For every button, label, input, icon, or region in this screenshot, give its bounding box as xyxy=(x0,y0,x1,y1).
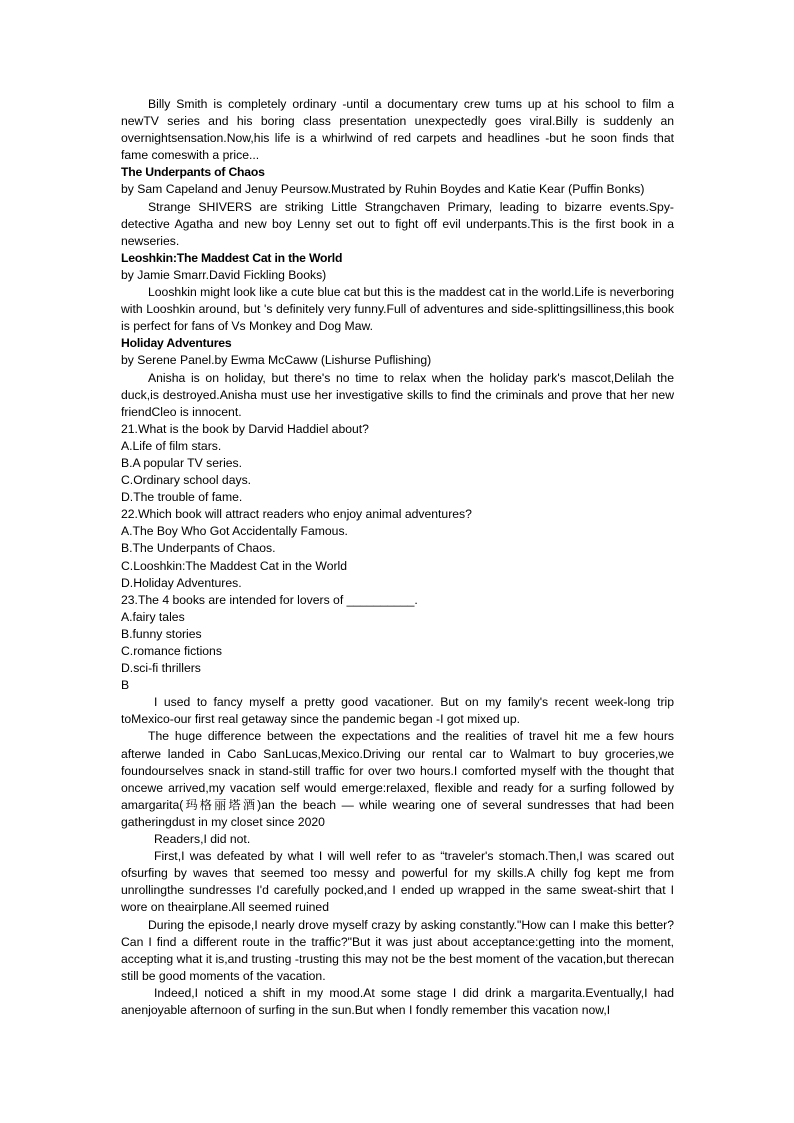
answer-option: A.The Boy Who Got Accidentally Famous. xyxy=(121,524,348,539)
question-stem: 22.Which book will attract readers who enjoy animal adventures? xyxy=(121,507,472,522)
question-stem: 23.The 4 books are intended for lovers of __________. xyxy=(121,592,418,607)
answer-option: C.romance fictions xyxy=(121,644,222,658)
document-page xyxy=(121,96,674,1019)
book-summary: Looshkin might look like a cute blue cat but this is the maddest cat in the world.Life is neverboring with Looshkin around, but 's definitely very funny.Full of adventures and side-splittingsilliness,this book is perfect for fans of Vs Monkey and Dog Maw. xyxy=(121,285,674,334)
passage-paragraph: First,I was defeated by what I will well refer to as “traveler's stomach.Then,I was scared out ofsurfing by waves that seemed too messy and powerful for my skills.A chilly fog kept me from unrollingthe sundresses I'd carefully pocked,and I ended up wrapped in the same sweat-shirt that I wore on theairplane.All seemed ruined xyxy=(121,849,674,915)
answer-option: B.A popular TV series. xyxy=(121,455,243,470)
passage-paragraph: The huge difference between the expectations and the realities of travel hit me a few hours afterwe landed in Cabo SanLucas,Mexico.Driving our rental car to Walmart to buy groceries,we foundourselves snack in stand-still traffic for over two hours.I comforted myself with the thought that oncewe arrived,my vacation self would emerge:relaxed, flexible and ready for a surfing followed by amargarita(玛格丽塔酒)an the beach — while wearing one of several sundresses that had been gatheringdust in my closet since 2020 xyxy=(121,729,674,829)
answer-option: A.Life of film stars. xyxy=(121,438,222,453)
book-byline: by Sam Capeland and Jenuy Peursow.Mustrated by Ruhin Boydes and Katie Kear (Puffin Bonks) xyxy=(121,182,645,197)
answer-option: A.fairy tales xyxy=(121,609,185,624)
answer-option: C.Ordinary school days. xyxy=(121,473,252,488)
passage-paragraph: During the episode,I nearly drove myself crazy by asking constantly."How can I make this better?Can I find a different route in the traffic?"But it was just about acceptance:getting into the moment, accepting what it is,and trusting -trusting this may not be the best moment of the vacation,but therecan still be good moments of the vacation. xyxy=(121,917,674,983)
book-byline: by Jamie Smarr.David Fickling Books) xyxy=(121,267,327,282)
answer-option: D.Holiday Adventures. xyxy=(121,575,242,590)
answer-option: D.The trouble of fame. xyxy=(121,490,243,505)
book-summary: Anisha is on holiday, but there's no time to relax when the holiday park's mascot,Delilah the duck,is destroyed.Anisha must use her investigative skills to find the criminals and prove that her new friendCleo is innocent. xyxy=(121,370,674,419)
book-intro-paragraph: Billy Smith is completely ordinary -until a documentary crew tums up at his school to film a newTV series and his boring class presentation unexpectedly goes viral.Billy is suddenly an overnightsensation.Now,his life is a whirlwind of red carpets and headlines -but he soon finds that fame comeswith a price... xyxy=(121,97,674,163)
answer-option: C.Looshkin:The Maddest Cat in the World xyxy=(121,558,348,573)
passage-paragraph: I used to fancy myself a pretty good vacationer. But on my family's recent week-long trip toMexico-our first real getaway since the pandemic began -I got mixed up. xyxy=(121,695,674,727)
book-title: The Underpants of Chaos xyxy=(121,165,265,180)
answer-option: D.sci-fi thrillers xyxy=(121,661,201,676)
question-stem: 21.What is the book by Darvid Haddiel about? xyxy=(121,421,369,436)
book-title: Holiday Adventures xyxy=(121,336,232,351)
book-summary: Strange SHIVERS are striking Little Strangchaven Primary, leading to bizarre events.Spy-detective Agatha and new boy Lenny set out to fight off evil underpants.This is the first book in a newseries. xyxy=(121,199,674,248)
book-byline: by Serene Panel.by Ewma McCaww (Lishurse Puflishing) xyxy=(121,353,432,368)
answer-option: B.funny stories xyxy=(121,626,202,641)
book-title: Leoshkin:The Maddest Cat in the World xyxy=(121,250,343,265)
passage-paragraph: Indeed,I noticed a shift in my mood.At some stage I did drink a margarita.Eventually,I had anenjoyable afternoon of surfing in the sun.But when I fondly remember this vacation now,I xyxy=(121,985,674,1017)
passage-paragraph: Readers,I did not. xyxy=(154,832,251,847)
answer-option: B.The Underpants of Chaos. xyxy=(121,541,276,556)
passage-label: B xyxy=(121,678,130,693)
